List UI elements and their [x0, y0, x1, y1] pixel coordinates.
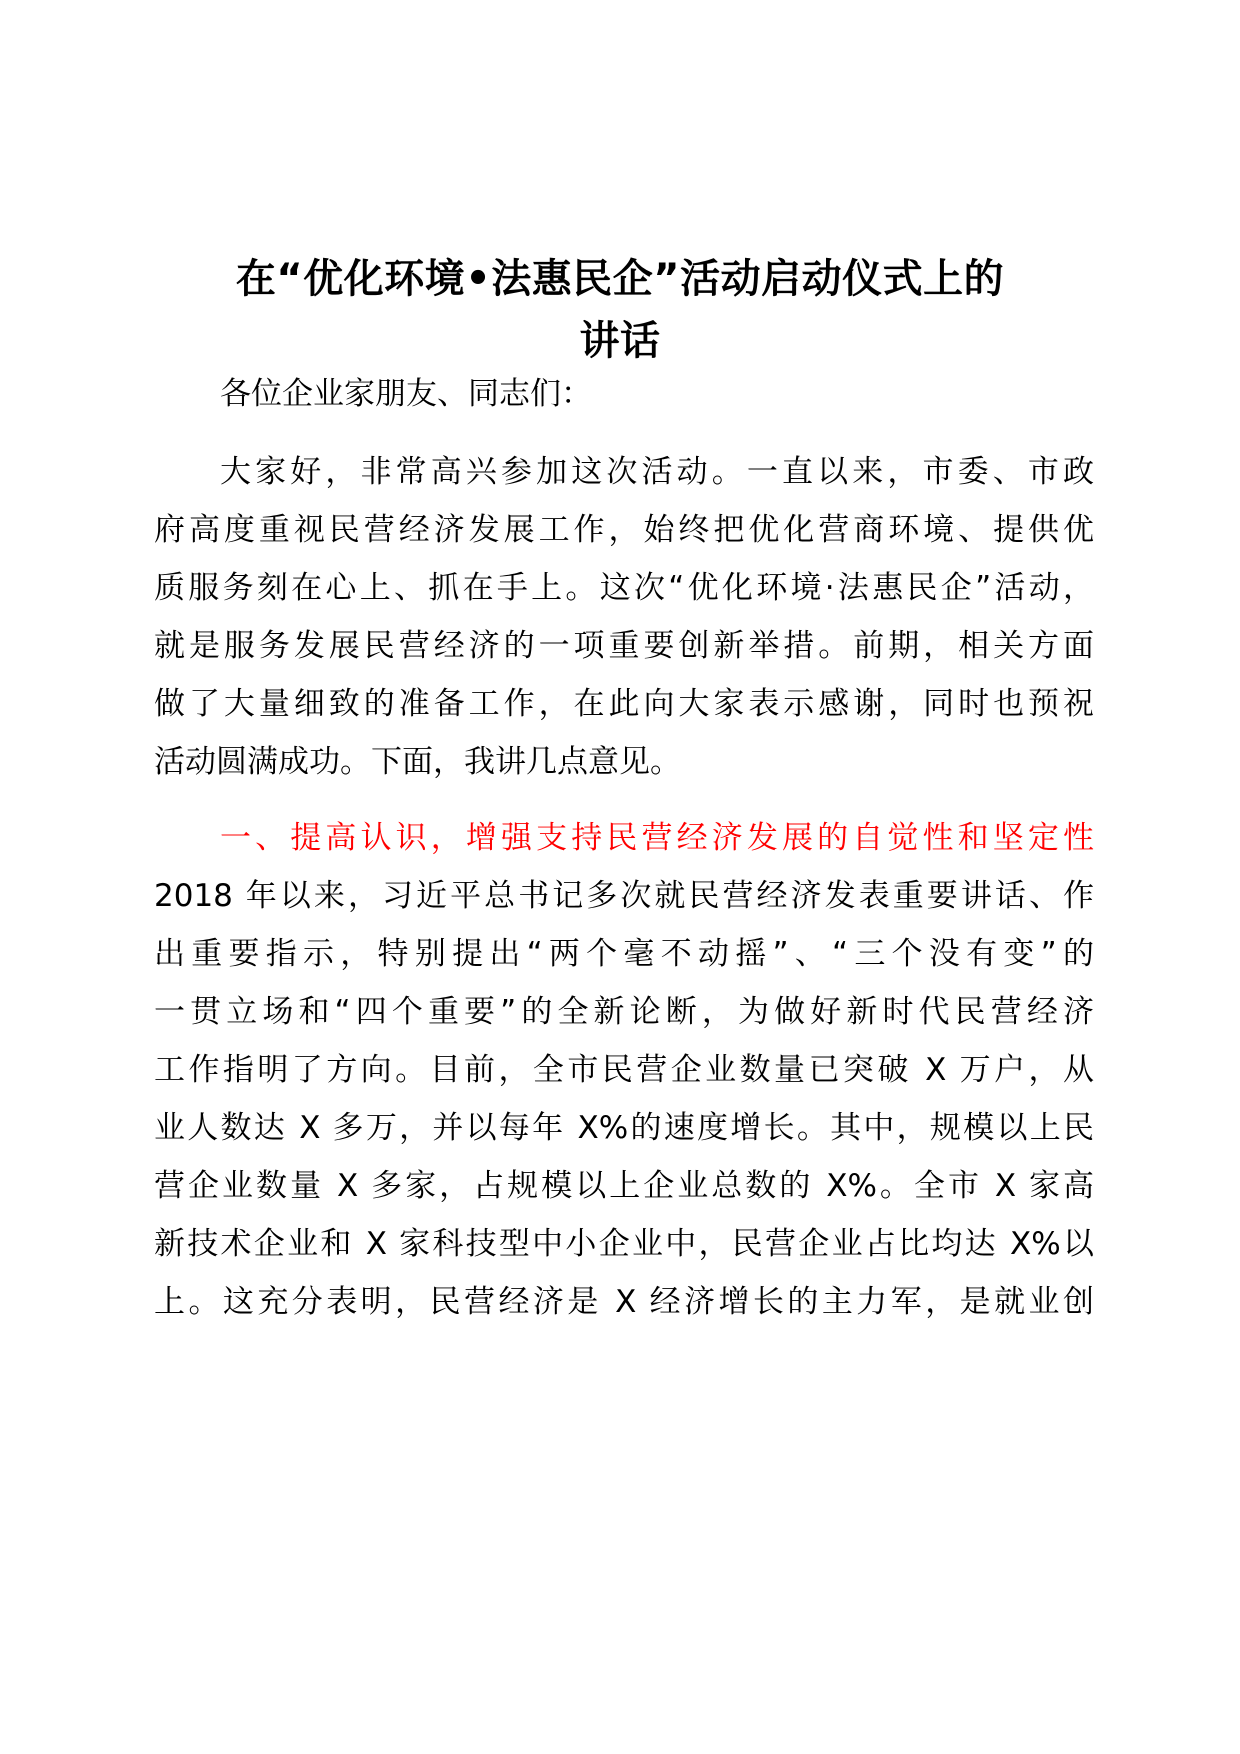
- paragraph-2-line: 一贯立场和“四个重要”的全新论断，为做好新时代民营经济: [154, 994, 1094, 1030]
- paragraph-2-line: 出重要指示，特别提出“两个毫不动摇”、“三个没有变”的: [154, 936, 1094, 972]
- document-title: [140, 248, 1100, 372]
- paragraph-1-line: 做了大量细致的准备工作，在此向大家表示感谢，同时也预祝: [154, 686, 1094, 722]
- paragraph-1-line: 府高度重视民营经济发展工作，始终把优化营商环境、提供优: [154, 512, 1094, 548]
- section-1-heading: 一、提高认识，增强支持民营经济发展的自觉性和坚定性: [220, 820, 1094, 856]
- paragraph-2-line: 工作指明了方向。目前，全市民营企业数量已突破 X 万户，从: [154, 1052, 1094, 1088]
- paragraph-1-line: 就是服务发展民营经济的一项重要创新举措。前期，相关方面: [154, 628, 1094, 664]
- title-line-2: 讲话: [579, 318, 661, 364]
- paragraph-1-line: 质服务刻在心上、抓在手上。这次“优化环境·法惠民企”活动，: [154, 570, 1094, 606]
- title-line-1: 在“优化环境•法惠民企”活动启动仪式上的: [235, 256, 1005, 302]
- paragraph-2-line: 业人数达 X 多万，并以每年 X%的速度增长。其中，规模以上民: [154, 1110, 1094, 1146]
- paragraph-1-line: 大家好，非常高兴参加这次活动。一直以来，市委、市政: [220, 454, 1094, 490]
- paragraph-2-line: 营企业数量 X 多家，占规模以上企业总数的 X%。全市 X 家高: [154, 1168, 1094, 1204]
- paragraph-1-line: 活动圆满成功。下面，我讲几点意见。: [154, 744, 681, 780]
- paragraph-2-line: 上。这充分表明，民营经济是 X 经济增长的主力军，是就业创: [154, 1284, 1094, 1320]
- salutation: 各位企业家朋友、同志们：: [220, 376, 592, 412]
- paragraph-2-line: 新技术企业和 X 家科技型中小企业中，民营企业占比均达 X%以: [154, 1226, 1094, 1262]
- paragraph-2-line: 2018 年以来，习近平总书记多次就民营经济发表重要讲话、作: [154, 878, 1094, 914]
